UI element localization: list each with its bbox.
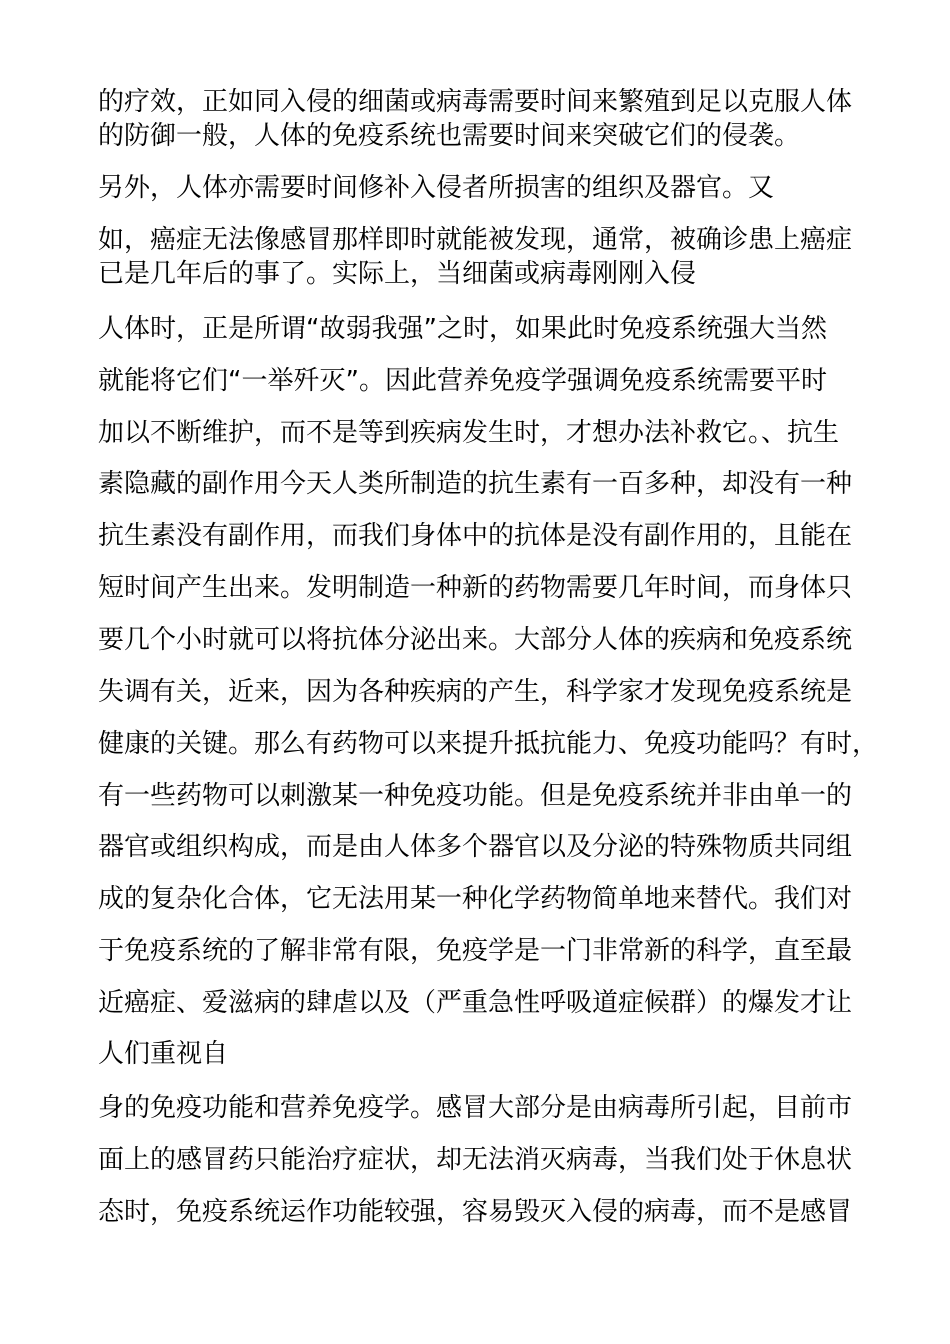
text-line: 素隐藏的副作用今天人类所制造的抗生素有一百多种，却没有一种 — [98, 469, 853, 499]
text-line: 已是几年后的事了。实际上，当细菌或病毒刚刚入侵 — [98, 259, 697, 289]
text-line: 面上的感冒药只能治疗症状，却无法消灭病毒，当我们处于休息状 — [98, 1145, 853, 1175]
text-line: 成的复杂化合体，它无法用某一种化学药物简单地来替代。我们对 — [98, 884, 853, 914]
text-line: 失调有关，近来，因为各种疾病的产生，科学家才发现免疫系统是 — [98, 677, 853, 707]
text-line: 人们重视自 — [98, 1039, 229, 1069]
text-line: 如，癌症无法像感冒那样即时就能被发现，通常，被确诊患上癌症 — [98, 225, 853, 255]
text-line: 短时间产生出来。发明制造一种新的药物需要几年时间，而身体只 — [98, 573, 853, 603]
text-line: 身的免疫功能和营养免疫学。感冒大部分是由病毒所引起，目前市 — [98, 1093, 853, 1123]
text-line: 态时，免疫系统运作功能较强，容易毁灭入侵的病毒，而不是感冒 — [98, 1197, 853, 1227]
text-line: 的防御一般，人体的免疫系统也需要时间来突破它们的侵袭。 — [98, 121, 801, 151]
text-line: 抗生素没有副作用，而我们身体中的抗体是没有副作用的，且能在 — [98, 521, 853, 551]
text-line: 另外，人体亦需要时间修补入侵者所损害的组织及器官。又 — [98, 173, 775, 203]
text-line: 器官或组织构成，而是由人体多个器官以及分泌的特殊物质共同组 — [98, 832, 853, 862]
text-line: 加以不断维护，而不是等到疾病发生时，才想办法补救它。、抗生 — [98, 418, 840, 448]
text-line: 的疗效，正如同入侵的细菌或病毒需要时间来繁殖到足以克服人体 — [98, 87, 853, 117]
text-line: 健康的关键。那么有药物可以来提升抵抗能力、免疫功能吗？有时， — [98, 729, 879, 759]
text-line: 就能将它们“一举歼灭”。因此营养免疫学强调免疫系统需要平时 — [98, 366, 827, 396]
text-line: 近癌症、爱滋病的肆虐以及（严重急性呼吸道症候群）的爆发才让 — [98, 988, 853, 1018]
text-line: 于免疫系统的了解非常有限，免疫学是一门非常新的科学，直至最 — [98, 936, 853, 966]
text-line: 人体时，正是所谓“故弱我强”之时，如果此时免疫系统强大当然 — [98, 314, 827, 344]
text-line: 要几个小时就可以将抗体分泌出来。大部分人体的疾病和免疫系统 — [98, 625, 853, 655]
text-line: 有一些药物可以刺激某一种免疫功能。但是免疫系统并非由单一的 — [98, 781, 853, 811]
